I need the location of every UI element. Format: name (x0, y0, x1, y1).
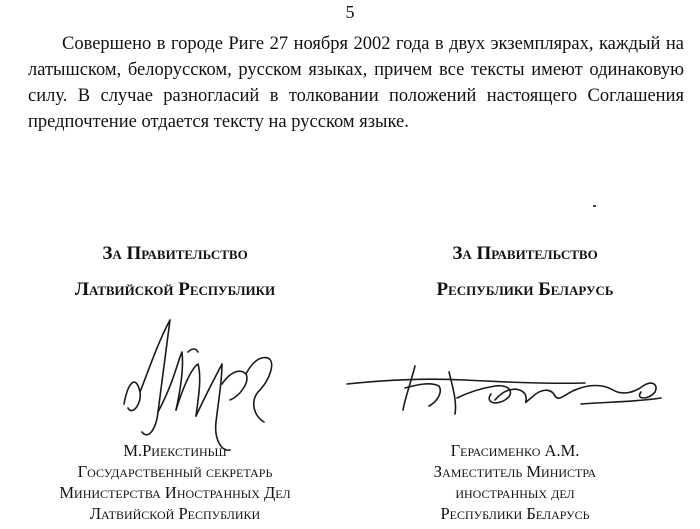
scan-speck (593, 205, 596, 207)
signature-belarus (345, 358, 675, 428)
party-latvia-line1: За Правительство (102, 243, 248, 264)
signatory-latvia-name: М.Риекстиньш (123, 441, 227, 460)
signatory-latvia-title2: Министерства Иностранных Дел (59, 483, 291, 502)
body-paragraph: Совершено в городе Риге 27 ноября 2002 года в двух экземплярах, каждый на латышском, белорусском, русском языках, причем все тексты имеют одинаковую силу. В случае разногласий в толковании положений настоящего Соглашения предпочтение отдается тексту на русском языке. (28, 34, 684, 132)
signatory-latvia-title3: Латвийской Республики (89, 504, 261, 523)
signatory-latvia-title1: Государственный секретарь (77, 462, 273, 481)
party-belarus (370, 236, 680, 308)
party-latvia (20, 236, 330, 308)
signatory-belarus-title1: Заместитель Министра (433, 462, 597, 481)
signatory-latvia (20, 440, 330, 524)
page-number: 5 (345, 2, 355, 22)
signatory-belarus-title3: Республики Беларусь (440, 504, 590, 523)
party-belarus-line2: Республики Беларусь (436, 279, 614, 300)
signatory-belarus-name: Герасименко А.М. (450, 441, 580, 460)
signatory-belarus-title2: иностранных дел (455, 483, 575, 502)
party-belarus-line1: За Правительство (452, 243, 598, 264)
party-latvia-line2: Латвийской Республики (74, 279, 276, 300)
signatory-belarus (350, 440, 680, 524)
